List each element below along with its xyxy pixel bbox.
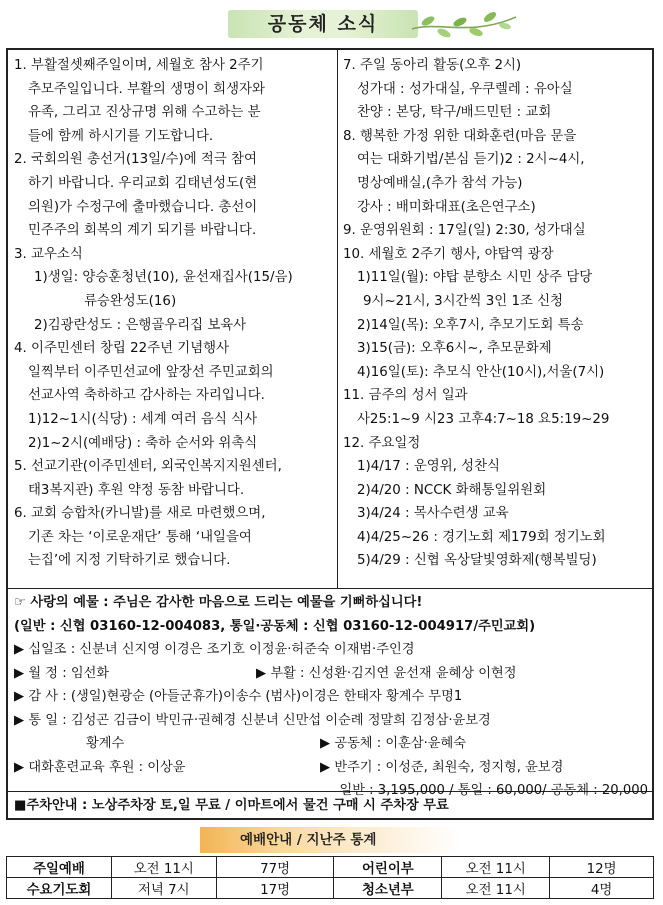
parking-notice: ■주차안내 : 노상주차장 토,일 무료 / 이마트에서 물건 구매 시 주차장 무료 bbox=[14, 798, 449, 813]
table-cell: 주일예배 bbox=[7, 857, 112, 878]
offering-accounts: (일반 : 신협 03160-12-004083, 통일·공동체 : 신협 03160-12-004917/주민교회) bbox=[14, 618, 536, 634]
left-column bbox=[14, 54, 334, 573]
news-line: 찬양 : 본당, 탁구/배드민턴 : 교회 bbox=[357, 105, 552, 121]
news-line: 의원)가 수정구에 출마했습니다. 총선이 bbox=[28, 199, 258, 215]
news-line: 류승완성도(16) bbox=[84, 293, 177, 309]
offering-section bbox=[14, 591, 650, 803]
news-line: 3. 교우소식 bbox=[14, 246, 83, 262]
news-line: 사25:1~9 시23 고후4:7~18 요5:19~29 bbox=[357, 411, 610, 427]
table-cell: 4명 bbox=[550, 878, 654, 899]
news-line: 유족, 그리고 진상규명 위해 수고하는 분 bbox=[28, 105, 261, 121]
news-line: 1)4/17 : 운영위, 성찬식 bbox=[357, 459, 500, 475]
news-line: 는집’에 지정 기탁하기로 했습니다. bbox=[28, 553, 231, 569]
monthly-line: ▶ 월 정 : 임선화 bbox=[14, 665, 110, 681]
news-line: 여는 대화기법/본심 듣기)2 : 2시~4시, bbox=[357, 152, 585, 168]
news-line: 추모주일입니다. 부활의 생명이 희생자와 bbox=[28, 81, 265, 97]
news-line: 7. 주일 동아리 활동(오후 2시) bbox=[343, 58, 522, 73]
table-cell: 12명 bbox=[550, 857, 654, 878]
news-line: 10. 세월호 2주기 행사, 야탑역 광장 bbox=[343, 246, 554, 262]
news-line: 태3복지관) 후원 약정 동참 바랍니다. bbox=[28, 482, 245, 498]
anniv-line: ▶ 반주기 : 이성준, 최원숙, 정지형, 윤보경 bbox=[320, 759, 564, 775]
section-divider bbox=[8, 588, 652, 589]
table-cell: 오전 11시 bbox=[442, 878, 550, 899]
news-line: 1)11일(월): 야탑 분향소 시민 상주 담당 bbox=[357, 270, 593, 286]
news-line: 하기 바랍니다. 우리교회 김태년성도(현 bbox=[28, 175, 258, 191]
offering-headline: ☞ 사랑의 예물 : 주님은 감사한 마음으로 드리는 예물을 기뻐하십니다! bbox=[14, 595, 423, 610]
unify-line-cont: 황계수 bbox=[86, 736, 125, 751]
right-column bbox=[343, 54, 653, 573]
news-line: 성가대 : 성가대실, 우쿠렐레 : 유아실 bbox=[357, 81, 573, 97]
table-row bbox=[7, 878, 654, 899]
news-line: 11. 금주의 성서 일과 bbox=[343, 388, 468, 404]
news-line: 4)4/25~26 : 경기노회 제179회 정기노회 bbox=[357, 529, 606, 545]
news-line: 2. 국회의원 총선거(13일/수)에 적극 참여 bbox=[14, 152, 257, 168]
news-line: 1. 부활절셋째주일이며, 세월호 참사 2주기 bbox=[14, 58, 264, 73]
news-line: 2)김광란성도 : 은행골우리집 보육사 bbox=[34, 317, 247, 333]
community-line: ▶ 공동체 : 이훈삼·윤혜숙 bbox=[320, 736, 467, 751]
news-line: 명상예배실,(추가 참석 가능) bbox=[357, 175, 523, 191]
news-line: 3)4/24 : 목사수련생 교육 bbox=[357, 506, 509, 522]
offering-sum: 일반 : 3,195,000 / 통일 : 60,000/ 공동체 : 20,000 bbox=[339, 783, 648, 798]
table-cell: 저녁 7시 bbox=[111, 878, 216, 899]
news-line: 2)1~2시(예배당) : 축하 순서와 위촉식 bbox=[28, 435, 258, 451]
news-line: 8. 행복한 가정 위한 대화훈련(마음 문을 bbox=[343, 128, 577, 144]
leaf-vine-icon bbox=[410, 7, 518, 41]
thanks-line: ▶ 감 사 : (생일)현광순 (아들군휴가)이송수 (범사)이경은 한태자 황계수 무명1 bbox=[14, 689, 463, 704]
news-box bbox=[6, 48, 654, 820]
unify-community-row bbox=[14, 732, 650, 756]
table-cell: 청소년부 bbox=[334, 878, 442, 899]
news-line: 9시~21시, 3시간씩 3인 1조 신청 bbox=[363, 293, 564, 309]
column-divider bbox=[337, 50, 338, 588]
table-cell: 17명 bbox=[216, 878, 334, 899]
table-cell: 수요기도회 bbox=[7, 878, 112, 899]
table-cell: 오전 11시 bbox=[442, 857, 550, 878]
news-line: 1)생일: 양승훈청년(10), 윤선재집사(15/음) bbox=[34, 270, 293, 286]
table-cell: 오전 11시 bbox=[111, 857, 216, 878]
news-line: 선교사역 축하하고 감사하는 자리입니다. bbox=[28, 388, 265, 404]
stats-header bbox=[200, 827, 460, 853]
page-title: 공동체 소식 bbox=[267, 13, 379, 35]
unify-line: ▶ 통 일 : 김성곤 김금이 박민규·권혜경 신분녀 신만섭 이순례 정말희 김정삼·윤보경 bbox=[14, 712, 491, 728]
stats-table bbox=[6, 856, 654, 899]
table-cell: 77명 bbox=[216, 857, 334, 878]
news-line: 5)4/29 : 신협 옥상달빛영화제(행복빌딩) bbox=[357, 553, 597, 569]
news-line: 일찍부터 이주민선교에 앞장선 주민교회의 bbox=[28, 364, 274, 380]
news-line: 2)14일(목): 오후7시, 추모기도회 특송 bbox=[357, 317, 584, 333]
stats-header-title: 예배안내 / 지난주 통계 bbox=[240, 832, 377, 848]
news-line: 3)15(금): 오후6시~, 추모문화제 bbox=[357, 341, 552, 357]
news-line: 1)12~1시(식당) : 세계 여러 음식 식사 bbox=[28, 411, 258, 427]
news-line: 민주주의 회복의 계기 되기를 바랍니다. bbox=[28, 223, 257, 239]
news-line: 9. 운영위원회 : 17일(일) 2:30, 성가대실 bbox=[343, 223, 586, 239]
news-line: 강사 : 배미화대표(초은연구소) bbox=[357, 199, 536, 215]
news-line: 기존 차는 ‘이로운재단’ 통해 ‘내일을여 bbox=[28, 529, 252, 545]
news-line: 4. 이주민센터 창립 22주년 기념행사 bbox=[14, 341, 229, 357]
dialogue-line: ▶ 대화훈련교육 후원 : 이상윤 bbox=[14, 759, 186, 775]
news-line: 5. 선교기관(이주민센터, 외국인복지지원센터, bbox=[14, 459, 282, 475]
news-line: 12. 주요일정 bbox=[343, 435, 421, 451]
news-line: 4)16일(토): 추모식 안산(10시),서울(7시) bbox=[357, 364, 605, 380]
tithe-line: ▶ 십일조 : 신분녀 신지영 이경은 조기호 이정윤·허준숙 이재범·주인경 bbox=[14, 642, 415, 657]
news-line: 6. 교회 승합차(카니발)를 새로 마련했으며, bbox=[14, 506, 266, 522]
table-cell: 어린이부 bbox=[334, 857, 442, 878]
easter-line: ▶ 부활 : 신성환·김지연 윤선재 윤혜상 이현정 bbox=[256, 665, 517, 681]
news-line: 2)4/20 : NCCK 화해통일위원회 bbox=[357, 482, 547, 498]
monthly-easter-row bbox=[14, 662, 650, 686]
dialogue-anniv-row bbox=[14, 756, 650, 780]
news-line: 들에 함께 하시기를 기도합니다. bbox=[28, 128, 214, 144]
section-header bbox=[228, 7, 518, 41]
table-row bbox=[7, 857, 654, 878]
